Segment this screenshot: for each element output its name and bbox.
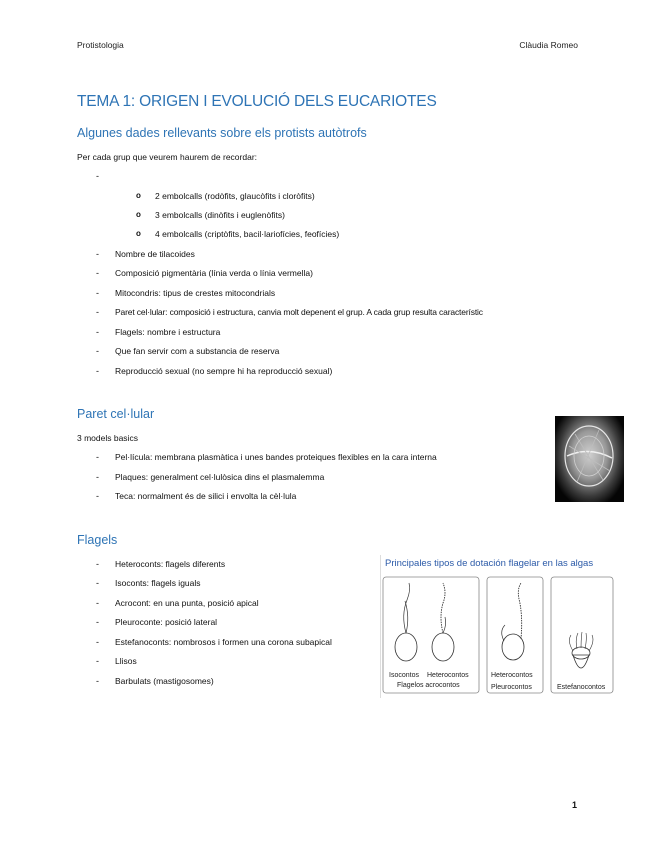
list-item: Pleuroconte: posició lateral [115,617,218,627]
list-item: Heteroconts: flagels diferents [115,559,226,569]
list-dash: - [96,637,99,647]
sub-bullet: o [136,210,141,219]
list-item: Barbulats (mastigosomes) [115,676,214,686]
list-item: Que fan servir com a substancia de reserva [115,346,280,356]
section1-intro: Per cada grup que veurem haurem de recordar: [77,152,258,162]
label-heterocontos-right: Heterocontos [491,672,533,679]
list-dash: - [96,307,99,317]
label-acrocontos: Flagelos acrocontos [397,682,460,689]
sub-item: 2 embolcalls (rodòfits, glaucòfits i cloròfits) [155,191,315,201]
list-item: Pel·lícula: membrana plasmàtica i unes bandes proteiques flexibles en la cara interna [115,452,437,462]
figure-title: Principales tipos de dotación flagelar en las algas [385,558,594,569]
list-item: Reproducció sexual (no sempre hi ha reproducció sexual) [115,366,333,376]
list-item: Isoconts: flagels iguals [115,578,201,588]
list-dash: - [96,171,99,181]
list-dash: - [96,268,99,278]
list-dash: - [96,491,99,501]
list-item: Llisos [115,656,137,666]
micrograph-drawing [555,416,624,502]
page-number: 1 [571,800,577,810]
list-dash: - [96,598,99,608]
list-dash: - [96,559,99,569]
label-isocontos: Isocontos [389,672,419,679]
section1-heading: Algunes dades rellevants sobre els protists autòtrofs [77,126,367,140]
section2-intro: 3 models basics [77,433,138,443]
list-dash: - [96,676,99,686]
list-dash: - [96,617,99,627]
list-dash: - [96,249,99,259]
list-item: Mitocondris: tipus de crestes mitocondrials [115,288,276,298]
sub-bullet: o [136,191,141,200]
header-left: Protistologia [77,40,124,50]
sub-bullet: o [136,229,141,238]
list-dash: - [96,578,99,588]
list-dash: - [96,472,99,482]
page-title: TEMA 1: ORIGEN I EVOLUCIÓ DELS EUCARIOTES [77,93,437,110]
cell-wall-micrograph [555,416,624,502]
list-item: Composició pigmentària (línia verda o línia vermella) [115,268,313,278]
header-right: Clàudia Romeo [519,40,578,50]
list-item: Teca: normalment és de silici i envolta la cèl·lula [115,491,297,501]
list-item: Estefanoconts: nombrosos i formen una corona subapical [115,637,332,647]
list-dash: - [96,656,99,666]
flagella-figure [380,555,617,698]
section2-heading: Paret cel·lular [77,407,155,421]
list-item: Acrocont: en una punta, posició apical [115,598,259,608]
list-dash: - [96,452,99,462]
label-pleurocontos: Pleurocontos [491,684,532,691]
list-item: Plaques: generalment cel·lulòsica dins el plasmalemma [115,472,325,482]
list-dash: - [96,327,99,337]
list-dash: - [96,288,99,298]
label-estefanocontos: Estefanocontos [557,684,606,691]
list-item: Paret cel·lular: composició i estructura, canvia molt depenent el grup. A cada grup resulta característic [115,307,483,317]
section3-heading: Flagels [77,533,118,547]
sub-item: 4 embolcalls (criptòfits, bacil·lariofícies, feofícies) [155,229,340,239]
label-heterocontos: Heterocontos [427,672,469,679]
list-dash: - [96,366,99,376]
list-item: Nombre de tilacoides [115,249,195,259]
list-item: Flagels: nombre i estructura [115,327,221,337]
sub-item: 3 embolcalls (dinòfits i euglenòfits) [155,210,285,220]
list-dash: - [96,346,99,356]
